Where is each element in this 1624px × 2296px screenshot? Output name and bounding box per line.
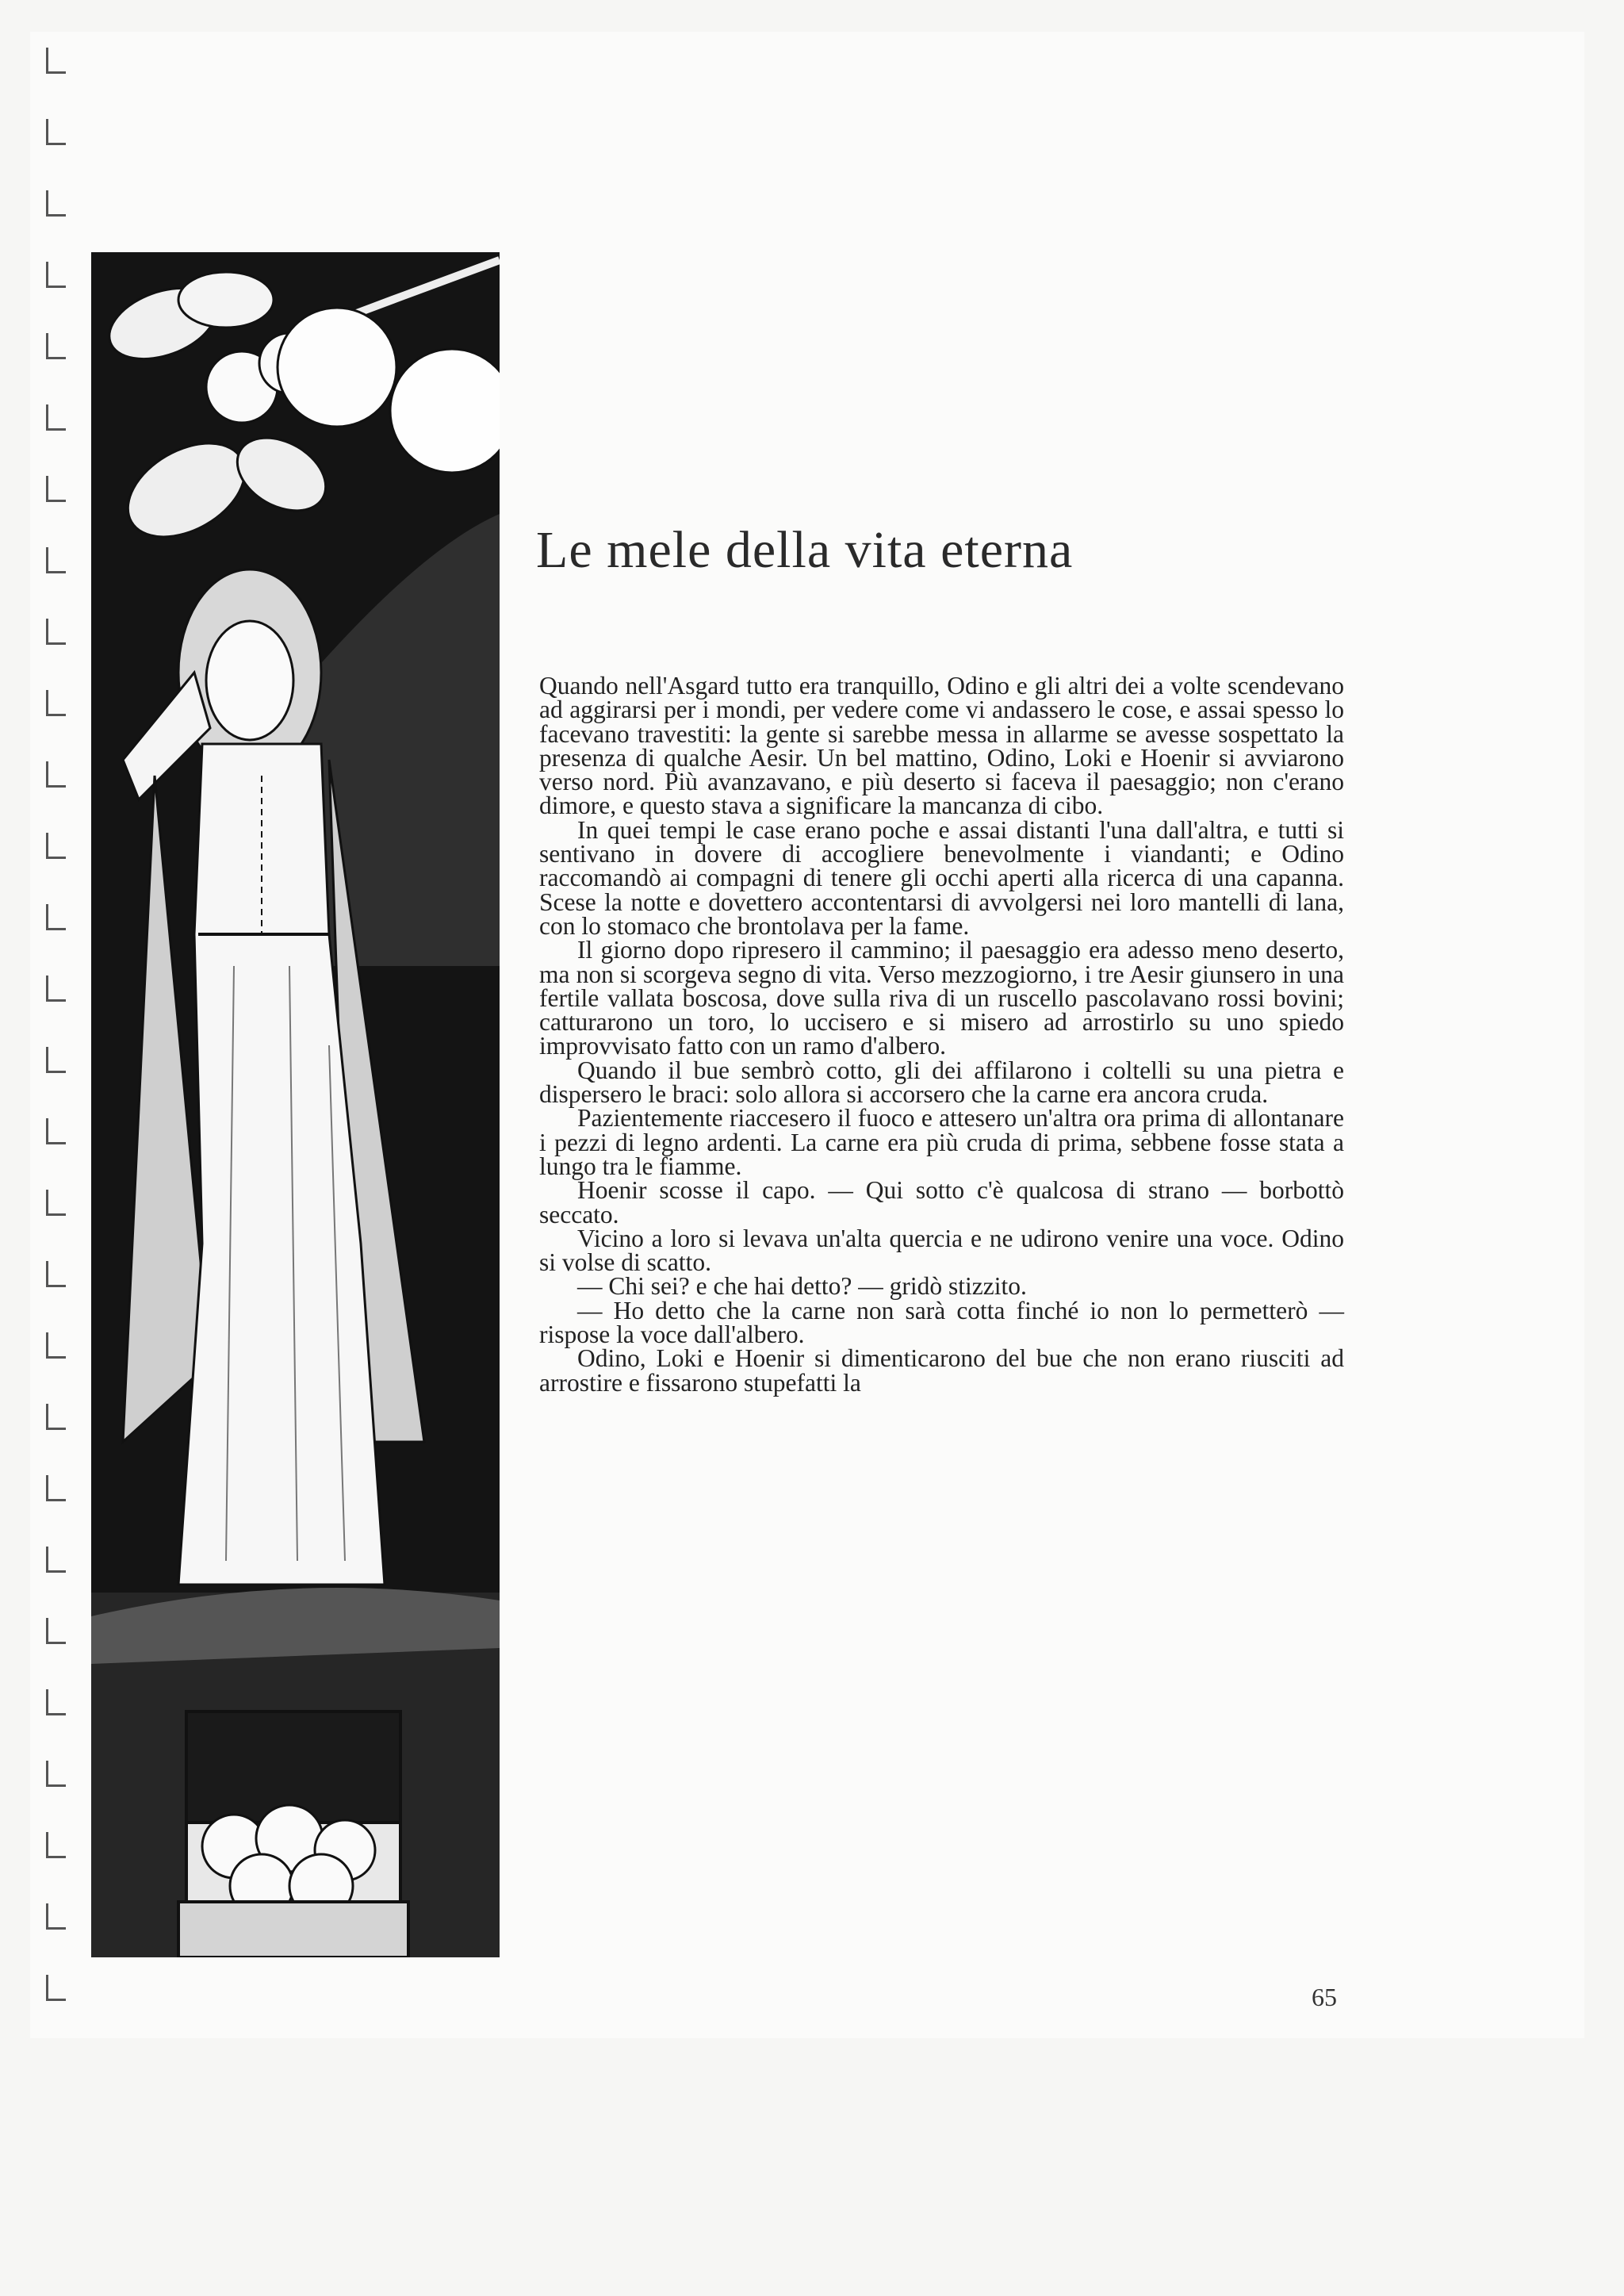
paragraph: In quei tempi le case erano poche e assai distanti l'una dall'altra, e tutti si sentivano in dovere di accogliere benevolmente i viandanti; e Odino raccomandò ai compagni di tenere gli occhi aperti alla ricerca di una capanna. Scese la notte e dovettero accontentarsi di avvolgersi nei loro mantelli di lana, con lo stomaco che brontolava per la fame.: [539, 815, 1344, 940]
paragraph: Quando nell'Asgard tutto era tranquillo, Odino e gli altri dei a volte scendevano ad aggirarsi per i mondi, per vedere come vi andassero le cose, e assai spesso lo facevano travestiti: la gente si sarebbe messa in allarme se avesse sospettato la presenza di qualche Aesir. Un bel mattino, Odino, Loki e Hoenir si avviarono verso nord. Più avanzavano, e più deserto si faceva il paesaggio; non c'erano dimore, e questo stava a significare la mancanza di cibo.: [539, 672, 1344, 820]
page-number: 65: [1312, 1983, 1337, 2011]
paragraph: Quando il bue sembrò cotto, gli dei affilarono i coltelli su una pietra e dispersero le braci: solo allora si accorsero che la carne era ancora cruda.: [539, 1056, 1344, 1109]
paragraph: — Ho detto che la carne non sarà cotta finché io non lo permetterò — rispose la voce dall'albero.: [539, 1296, 1344, 1349]
chapter-title: Le mele della vita eterna: [536, 521, 1074, 580]
spiral-binding: [32, 32, 79, 2046]
paragraph: Odino, Loki e Hoenir si dimenticarono del bue che non erano riusciti ad arrostire e fissarono stupefatti la: [539, 1344, 1344, 1397]
illustration-idun-with-apples: [91, 252, 500, 1957]
body-text: [539, 674, 1344, 1395]
paragraph: Hoenir scosse il capo. — Qui sotto c'è qualcosa di strano — borbottò seccato.: [539, 1176, 1344, 1228]
paragraph: — Chi sei? e che hai detto? — gridò stizzito.: [577, 1272, 1027, 1301]
paragraph: Pazientemente riaccesero il fuoco e attesero un'altra ora prima di allontanare i pezzi di legno ardenti. La carne era più cruda di prima, sebbene fosse stata a lungo tra le fiamme.: [539, 1104, 1344, 1180]
paragraph: Il giorno dopo ripresero il cammino; il paesaggio era adesso meno deserto, ma non si scorgeva segno di vita. Verso mezzogiorno, i tre Aesir giunsero in una fertile vallata boscosa, dove sulla riva di un ruscello pascolavano rossi bovini; catturarono un toro, lo uccisero e si misero ad arrostirlo su uno spiedo improvvisato fatto con un ramo d'albero.: [539, 936, 1344, 1060]
paragraph: Vicino a loro si levava un'alta quercia e ne udirono venire una voce. Odino si volse di scatto.: [539, 1224, 1344, 1277]
